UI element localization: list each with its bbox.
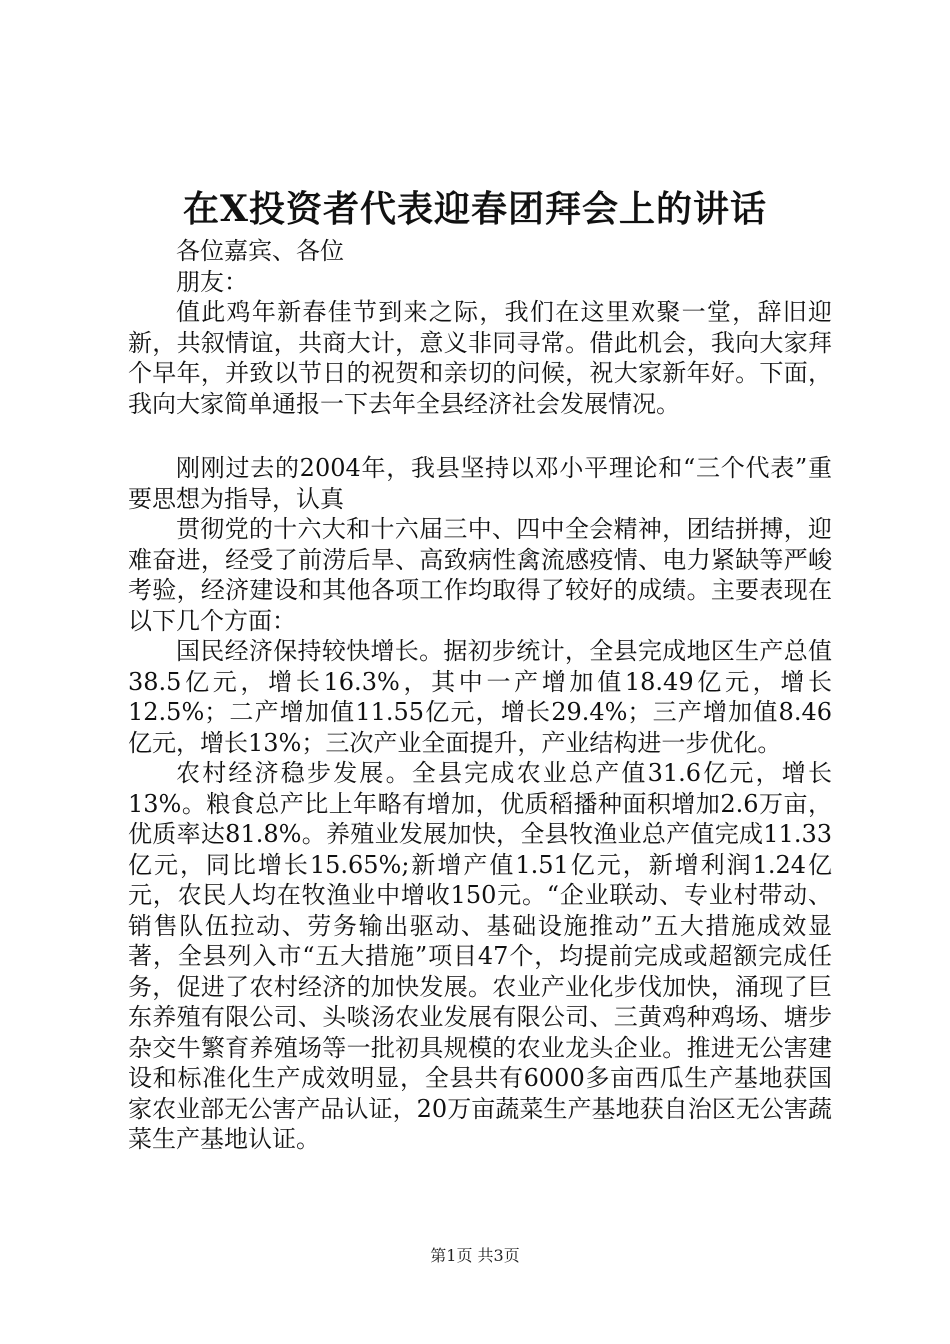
paragraph-party-spirit: 贯彻党的十六大和十六届三中、四中全会精神，团结拼搏，迎难奋进，经受了前涝后旱、高致病性禽流感疫情、电力紧缺等严峻考验，经济建设和其他各项工作均取得了较好的成绩。主要表现在以下几个方面： [128,515,832,635]
paragraph-2004-review: 刚刚过去的2004年，我县坚持以邓小平理论和“三个代表”重要思想为指导，认真 [128,454,832,513]
greeting-line-1: 各位嘉宾、各位 [176,237,344,265]
paragraph-opening: 值此鸡年新春佳节到来之际，我们在这里欢聚一堂，辞旧迎新，共叙情谊，共商大计，意义非同寻常。借此机会，我向大家拜个早年，并致以节日的祝贺和亲切的问候，祝大家新年好。下面，我向大家简单通报一下去年全县经济社会发展情况。 [128,298,832,418]
paragraph-economy-growth: 国民经济保持较快增长。据初步统计，全县完成地区生产总值38.5亿元，增长16.3%，其中一产增加值18.49亿元，增长12.5%；二产增加值11.55亿元，增长29.4%；三产增加值8.46亿元，增长13%；三次产业全面提升，产业结构进一步优化。 [128,637,832,757]
paragraph-rural-economy: 农村经济稳步发展。全县完成农业总产值31.6亿元，增长13%。粮食总产比上年略有增加，优质稻播种面积增加2.6万亩，优质率达81.8%。养殖业发展加快，全县牧渔业总产值完成11.33亿元，同比增长15.65%;新增产值1.51亿元，新增利润1.24亿元，农民人均在牧渔业中增收150元。“企业联动、专业村带动、销售队伍拉动、劳务输出驱动、基础设施推动”五大措施成效显著，全县列入市“五大措施”项目47个，均提前完成或超额完成任务，促进了农村经济的加快发展。农业产业化步伐加快，涌现了巨东养殖有限公司、头啖汤农业发展有限公司、三黄鸡种鸡场、塘步杂交牛繁育养殖场等一批初具规模的农业龙头企业。推进无公害建设和标准化生产成效明显，全县共有6000多亩西瓜生产基地获国家农业部无公害产品认证，20万亩蔬菜生产基地获自治区无公害蔬菜生产基地认证。 [128,759,832,1153]
greeting-line-2: 朋友： [176,267,248,296]
document-body [128,236,832,1155]
document-title: 在X投资者代表迎春团拜会上的讲话 [183,188,767,230]
page-number: 第1页 共3页 [430,1246,520,1265]
